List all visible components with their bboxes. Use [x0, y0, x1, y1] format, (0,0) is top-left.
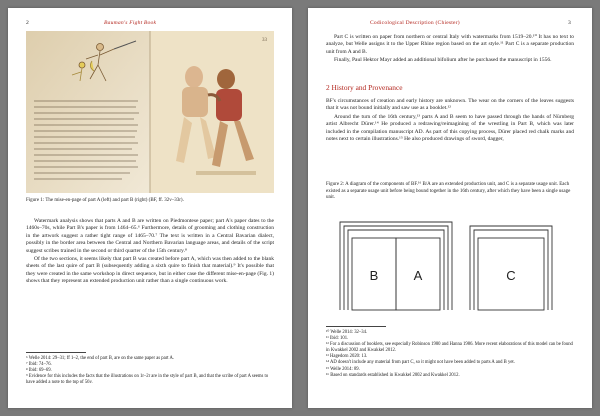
folio-number: 33 [262, 38, 267, 43]
footnote: ⁷ Ibid: 74–76. [26, 362, 52, 368]
right-page [308, 8, 592, 408]
footnote-rule [26, 352, 86, 353]
right-body-text-top [326, 34, 574, 66]
section-heading: 2 History and Provenance [326, 83, 403, 92]
body-paragraph: Around the turn of the 16th century,¹³ parts A and B seem to have passed through the hands of Nürnberg artist Albrecht Dürer.¹⁴ He produced a redrawing/reimagining of the wrestling in Part B, which was later included in the compilation manuscript AD. As part of this copying process, Dürer placed red chalk marks and notes next to certain illustrations.¹⁵ He also produced drawings of sword, dagger, [326, 113, 574, 143]
body-paragraph: Finally, Paul Hektor Mayr added an additional bifolium after he purchased the manuscript in 1556. [334, 57, 552, 64]
left-body-text [26, 218, 274, 287]
footnote: ¹⁶ Based on standards established in Kwakkel 2002 and Kwakkel 2012. [326, 372, 460, 378]
footnote: ¹⁴ AD doesn't include any material from part C, so it might not have been added to parts A and B yet. [326, 360, 515, 366]
footnote: ⁶ Welle 2014: 29–31; ff 1–2, the end of part B, are on the same paper as part A. [26, 356, 175, 361]
footnote: ⁹ Evidence for this includes the facts that the illustrations on 1r–2r are in the style of part B, and that the scribe of part A seems to have added a note to the top of 56v. [26, 374, 269, 386]
footnote: ¹³ Hagedorn 2020: 13. [326, 354, 368, 360]
figure-1-caption: Figure 1: The mise-en-page of part A (left) and part B (right) (BF, ff. 32v–33r). [26, 198, 184, 203]
body-paragraph: Watermark analysis shows that parts A and B are written on Piedmontese paper; part A's paper dates to the 1460s–70s, while Part B's paper is from 1464–65.⁶ Furthermore, details of grooming and clothing construction in the artwork suggest a rather tight range of 1465–70.⁷ The text is written in a Central Bavarian dialect, possibly in the border area between the Central and Northern Bavarian language areas, and details of the script suggest scribes trained in the second or third quarter of the 15th century.⁸ [26, 218, 274, 254]
folio-right [150, 31, 274, 193]
label-b: B [369, 268, 379, 283]
manuscript-facsimile-image [26, 31, 274, 193]
page-number: 3 [568, 20, 571, 26]
footnote: ¹⁵ Welle 2014: 89. [326, 366, 360, 372]
quire-diagram [326, 208, 574, 318]
left-footnotes [26, 356, 274, 386]
label-c: C [506, 268, 516, 283]
footnote: ¹¹ Ibid: 101. [326, 336, 349, 342]
right-footnotes [326, 330, 574, 379]
label-a: A [413, 268, 423, 283]
right-body-text-mid [326, 98, 574, 144]
left-page [8, 8, 292, 408]
body-paragraph: Part C is written on paper from northern or central Italy with watermarks from 1519–20.¹⁰ It has no text to analyze, but Welle assigns it to the Upper Rhine region based on the art style.¹¹ Part C is a separate production unit from A and B. [326, 34, 574, 55]
running-head-title: Bauman's Fight Book [104, 20, 157, 26]
page-number: 2 [26, 20, 29, 26]
footnote: ¹⁰ Welle 2014: 32–34. [326, 330, 368, 335]
footnote-rule [326, 326, 386, 327]
footnote: ¹² For a discussion of booklets, see especially Robinson 1980 and Hanna 1986. More recent elaborations of this model can be found in Kwakkel 2002 and Kwakkel 2012. [326, 342, 573, 354]
running-head-title: Codicological Description (Chiester) [370, 20, 460, 26]
body-paragraph: Of the two sections, it seems likely that part B was created before part A, which was then added to the blank sheets of the last quire of part B (subsequently adding a sixth quire to finish that material).⁹ It's possible that they were created in the same workshop in direct sequence, but in either case the different mise-en-page (Fig. 1) shows that they represent an extended production unit rather than a single continuous work. [26, 256, 274, 285]
figure-2-caption: Figure 2: A diagram of the components of BF.¹⁶ B/A are an extended production unit, and C is a separate usage unit. Each existed as a separate usage unit before being bound together in the 16th century, after which they have been a single usage unit. [326, 182, 571, 201]
body-paragraph: BF's circumstances of creation and early history are unknown. The wear on the corners of the leaves suggests that it was not bound initially and saw use as a booklet.¹² [326, 98, 574, 112]
footnote: ⁸ Ibid: 69–69. [26, 368, 52, 374]
